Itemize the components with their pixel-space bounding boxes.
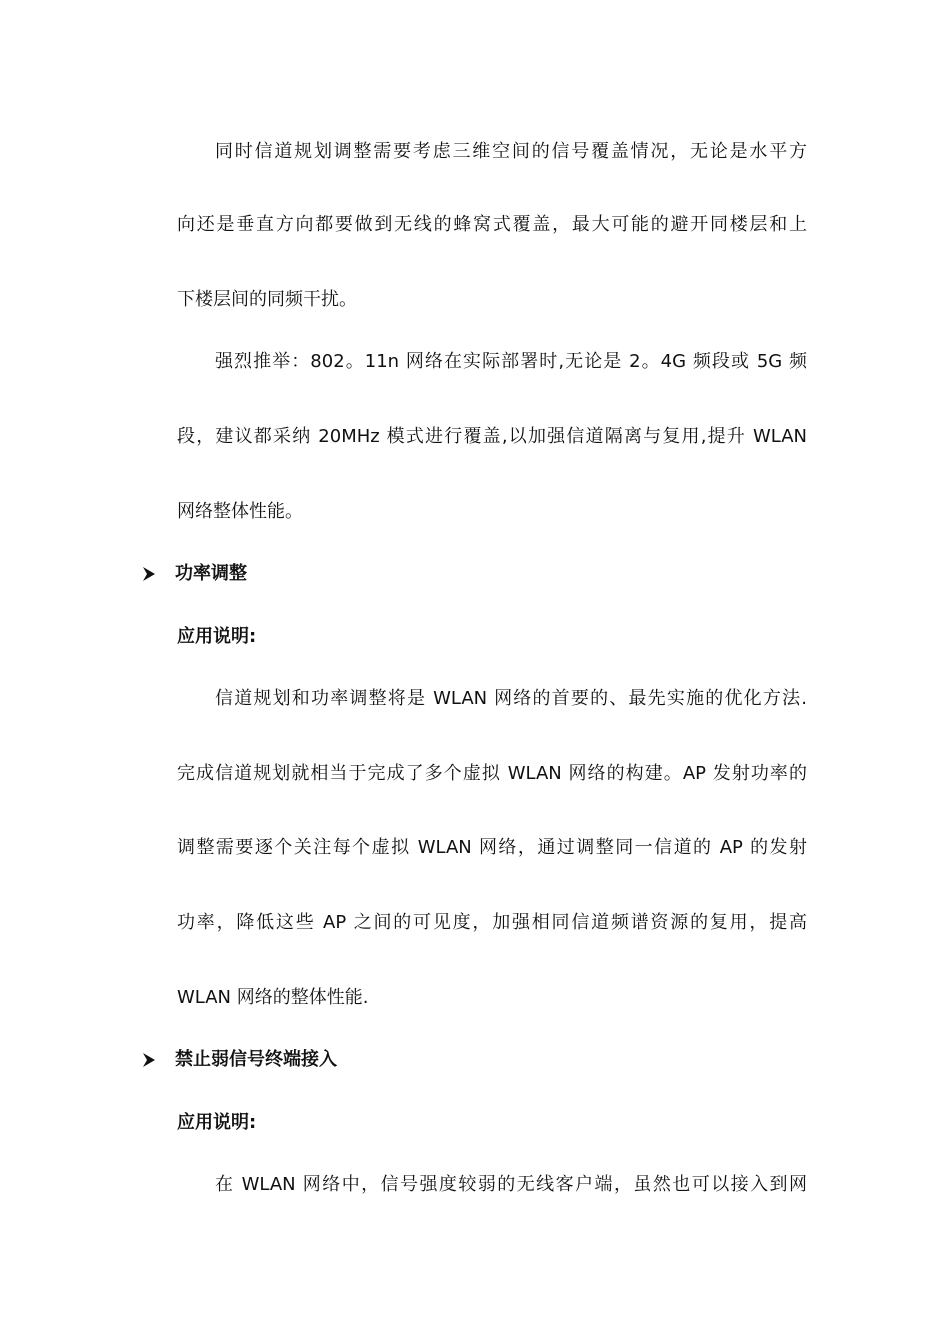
section-heading: 功率调整 (175, 563, 247, 584)
paragraph-line: 强烈推举：802。11n 网络在实际部署时,无论是 2。4G 频段或 5G 频 (215, 351, 807, 372)
paragraph-line: 完成信道规划就相当于完成了多个虚拟 WLAN 网络的构建。AP 发射功率的 (177, 763, 807, 784)
arrow-bullet-icon (140, 565, 158, 583)
paragraph-line: 网络整体性能。 (177, 501, 303, 522)
sub-label: 应用说明: (177, 626, 257, 647)
paragraph-line: 调整需要逐个关注每个虚拟 WLAN 网络，通过调整同一信道的 AP 的发射 (177, 837, 807, 858)
section-heading: 禁止弱信号终端接入 (175, 1049, 337, 1070)
paragraph-line: 信道规划和功率调整将是 WLAN 网络的首要的、最先实施的优化方法. (215, 688, 807, 709)
paragraph-line: 下楼层间的同频干扰。 (177, 289, 357, 310)
paragraph-line: 段，建议都采纳 20MHz 模式进行覆盖,以加强信道隔离与复用,提升 WLAN (177, 426, 807, 447)
paragraph-line: 功率，降低这些 AP 之间的可见度，加强相同信道频谱资源的复用，提高 (177, 912, 807, 933)
paragraph-line: WLAN 网络的整体性能. (177, 987, 369, 1008)
sub-label: 应用说明: (177, 1112, 257, 1133)
arrow-bullet-icon (140, 1051, 158, 1069)
paragraph-line: 在 WLAN 网络中，信号强度较弱的无线客户端，虽然也可以接入到网 (215, 1174, 807, 1195)
paragraph-line: 同时信道规划调整需要考虑三维空间的信号覆盖情况，无论是水平方 (215, 141, 807, 162)
paragraph-line: 向还是垂直方向都要做到无线的蜂窝式覆盖，最大可能的避开同楼层和上 (177, 214, 807, 235)
